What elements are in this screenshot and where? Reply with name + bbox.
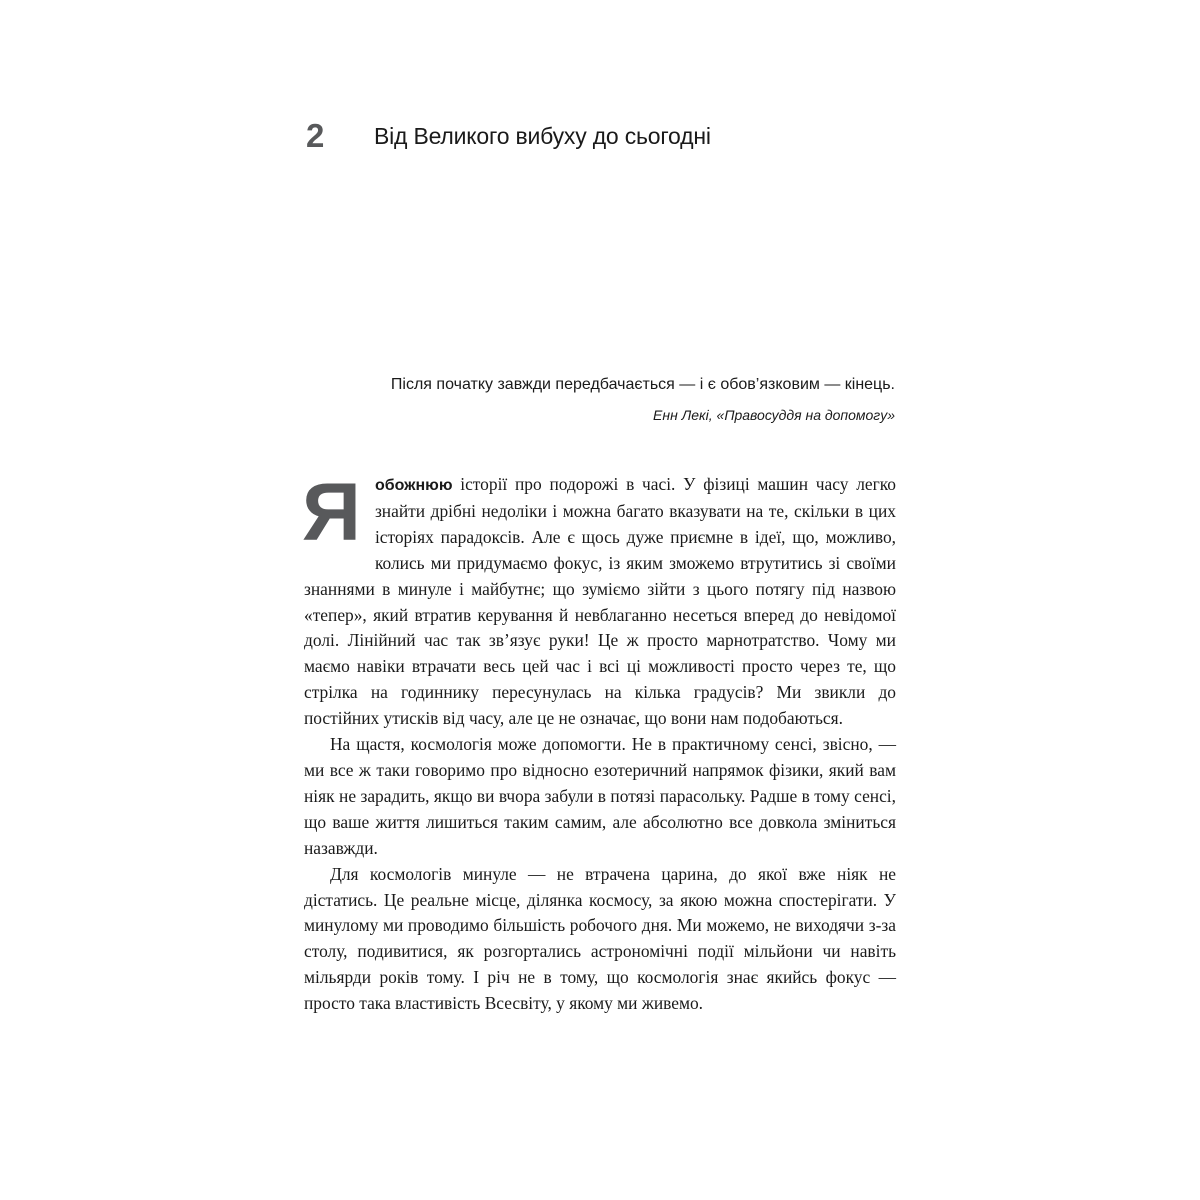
paragraph-1 (302, 467, 896, 732)
chapter-header (306, 112, 906, 162)
chapter-number: 2 (306, 117, 325, 154)
drop-cap: Я (302, 467, 361, 558)
lead-word: обожнюю (374, 477, 453, 494)
paragraph-3: Для космологів минуле — не втрачена царина, до якої вже ніяк не дістатись. Це реальне місце, ділянка космосу, за якою можна спостерігати. У минулому ми проводимо більшість робочого дня. Ми можемо, не виходячи з-за столу, подивитися, як розгортались астрономічні події мільйони чи навіть мільярди років тому. І річ не в тому, що космологія знає якийсь фокус — просто така властивість Всесвіту, у якому ми живемо. (304, 863, 896, 1014)
paragraph-2: На щастя, космологія може допомогти. Не в практичному сенсі, звісно, — ми все ж таки говоримо про відносно езотеричний напрямок фізики, який вам ніяк не зарадить, якщо ви вчора забули в потязі парасольку. Радше в тому сенсі, що ваше життя лишиться таким самим, але абсолютно все довкола зміниться назавжди. (304, 734, 896, 858)
epigraph (295, 372, 895, 428)
body-text (302, 467, 896, 1017)
chapter-title: Від Великого вибуху до сьогодні (374, 123, 711, 149)
paragraph-1-text: історії про подорожі в часі. У фізиці машин часу легко знайти дрібні недоліки і можна багато вказувати на те, скільки в цих історіях парадоксів. Але є щось дуже приємне в ідеї, що, можливо, колись ми придумаємо фокус, із яким зможемо втрутитись зі своїми знаннями в минуле і майбутнє; що зуміємо зійти з цього потягу під назвою «тепер», який втратив керування й невблаганно несеться вперед до невідомої долі. Лінійний час так зв’язує руки! Це ж просто марнотратство. Чому ми маємо навіки втрачати весь цей час і всі ці можливості просто через те, що стрілка на годиннику пересунулась на кілька градусів? Ми звикли до постійних утисків від часу, але це не означає, що вони нам подобаються. (304, 474, 896, 729)
epigraph-source: Енн Лекі, «Правосуддя на допомогу» (653, 407, 895, 423)
epigraph-quote: Після початку завжди передбачається — і є обов’язковим — кінець. (390, 376, 895, 393)
